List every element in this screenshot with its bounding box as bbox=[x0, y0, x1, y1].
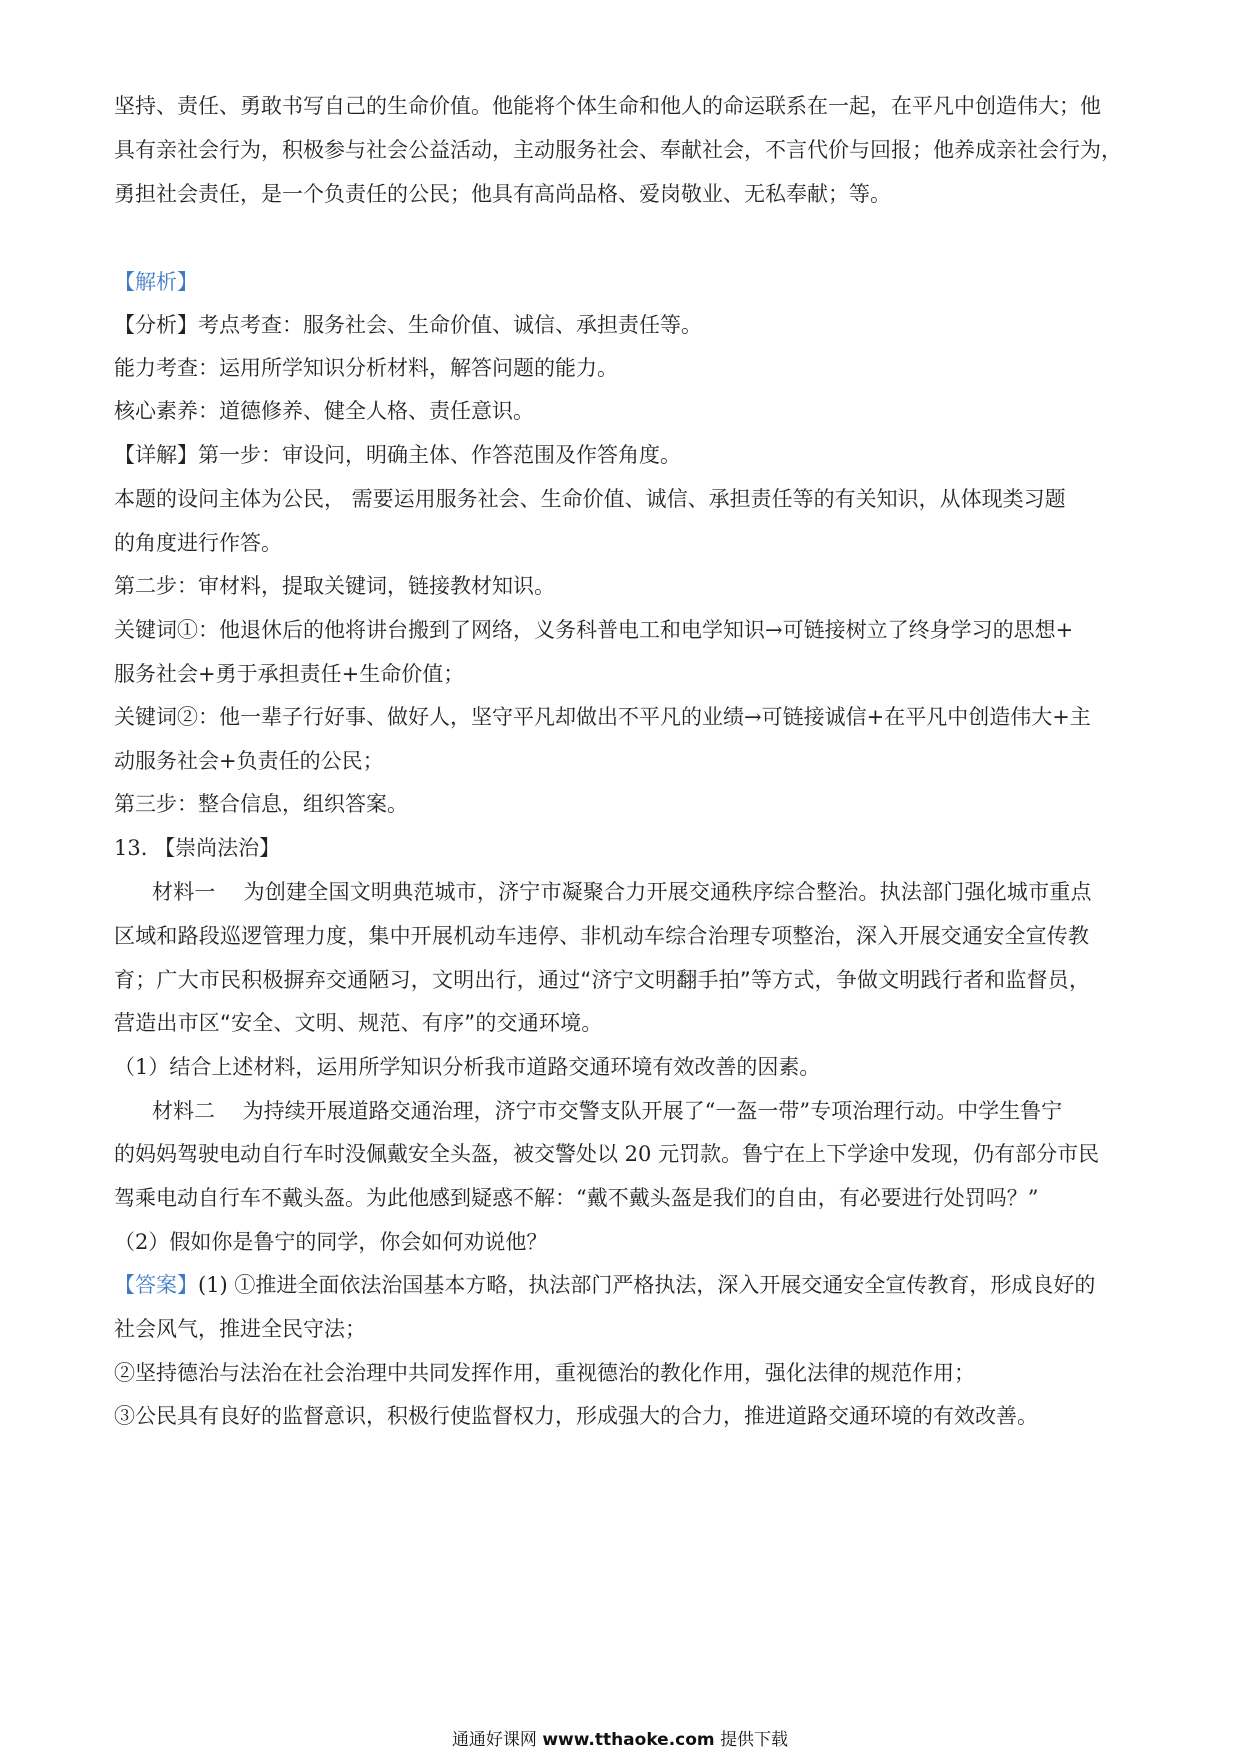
material-one-line: 区域和路段巡逻管理力度，集中开展机动车违停、非机动车综合治理专项整治，深入开展交通安全宣传教 bbox=[114, 924, 1090, 948]
answer-line: 社会风气，推进全民守法； bbox=[114, 1317, 366, 1341]
answer-line: ②坚持德治与法治在社会治理中共同发挥作用，重视德治的教化作用，强化法律的规范作用； bbox=[114, 1361, 975, 1385]
analysis-line: 本题的设问主体为公民， 需要运用服务社会、生命价值、诚信、承担责任等的有关知识，从体现类习题 bbox=[114, 487, 1066, 511]
answer-line: ③公民具有良好的监督意识，积极行使监督权力，形成强大的合力，推进道路交通环境的有效改善。 bbox=[114, 1404, 1038, 1428]
analysis-line: 能力考查：运用所学知识分析材料，解答问题的能力。 bbox=[114, 356, 618, 380]
analysis-label: 【解析】 bbox=[114, 270, 198, 294]
question-heading: 13. 【崇尚法治】 bbox=[114, 836, 281, 860]
answer-first-line bbox=[114, 1271, 1134, 1299]
analysis-line: 【详解】第一步：审设问，明确主体、作答范围及作答角度。 bbox=[114, 443, 681, 467]
analysis-line: 【分析】考点考查：服务社会、生命价值、诚信、承担责任等。 bbox=[114, 313, 702, 337]
sub-question-1: （1）结合上述材料，运用所学知识分析我市道路交通环境有效改善的因素。 bbox=[114, 1055, 821, 1079]
material-two-line: 驾乘电动自行车不戴头盔。为此他感到疑惑不解：“戴不戴头盔是我们的自由，有必要进行处罚吗？” bbox=[114, 1186, 1039, 1210]
answer-label: 【答案】 bbox=[114, 1273, 198, 1297]
analysis-line: 动服务社会+负责任的公民； bbox=[114, 749, 384, 773]
analysis-line: 的角度进行作答。 bbox=[114, 531, 282, 555]
analysis-line: 关键词①：他退休后的他将讲台搬到了网络，义务科普电工和电学知识→可链接树立了终身学习的思想+ bbox=[114, 618, 1074, 642]
continuation-line-3: 勇担社会责任，是一个负责任的公民；他具有高尚品格、爱岗敬业、无私奉献；等。 bbox=[114, 182, 891, 206]
footer-suffix: 提供下载 bbox=[720, 1730, 789, 1750]
footer-url-link[interactable]: www.tthaoke.com bbox=[542, 1730, 715, 1750]
analysis-line: 第二步：审材料，提取关键词，链接教材知识。 bbox=[114, 574, 555, 598]
footer-site-name: 通通好课网 bbox=[451, 1730, 537, 1750]
material-one-line: 材料一 为创建全国文明典范城市，济宁市凝聚合力开展交通秩序综合整治。执法部门强化城市重点 bbox=[152, 880, 1092, 904]
material-two-line: 的妈妈驾驶电动自行车时没佩戴安全头盔，被交警处以 20 元罚款。鲁宁在上下学途中发现，仍有部分市民 bbox=[114, 1142, 1100, 1166]
answer-text: (1) ①推进全面依法治国基本方略，执法部门严格执法，深入开展交通安全宣传教育，形成良好的 bbox=[198, 1273, 1096, 1297]
analysis-line: 关键词②：他一辈子行好事、做好人，坚守平凡却做出不平凡的业绩→可链接诚信+在平凡中创造伟大+主 bbox=[114, 705, 1091, 729]
sub-question-2: （2）假如你是鲁宁的同学，你会如何劝说他？ bbox=[114, 1230, 548, 1254]
material-two-line: 材料二 为持续开展道路交通治理，济宁市交警支队开展了“一盔一带”专项治理行动。中学生鲁宁 bbox=[152, 1099, 1063, 1123]
analysis-line: 第三步：整合信息，组织答案。 bbox=[114, 792, 408, 816]
analysis-line: 服务社会+勇于承担责任+生命价值； bbox=[114, 662, 465, 686]
page-footer bbox=[0, 1725, 1240, 1750]
material-one-line: 营造出市区“安全、文明、规范、有序”的交通环境。 bbox=[114, 1011, 603, 1035]
analysis-line: 核心素养：道德修养、健全人格、责任意识。 bbox=[114, 399, 534, 423]
continuation-line-2: 具有亲社会行为，积极参与社会公益活动，主动服务社会、奉献社会，不言代价与回报；他养成亲社会行为， bbox=[114, 138, 1122, 162]
material-one-line: 育；广大市民积极摒弃交通陋习，文明出行，通过“济宁文明翻手拍”等方式，争做文明践行者和监督员， bbox=[114, 968, 1091, 992]
continuation-line-1: 坚持、责任、勇敢书写自己的生命价值。他能将个体生命和他人的命运联系在一起，在平凡中创造伟大；他 bbox=[114, 94, 1101, 118]
